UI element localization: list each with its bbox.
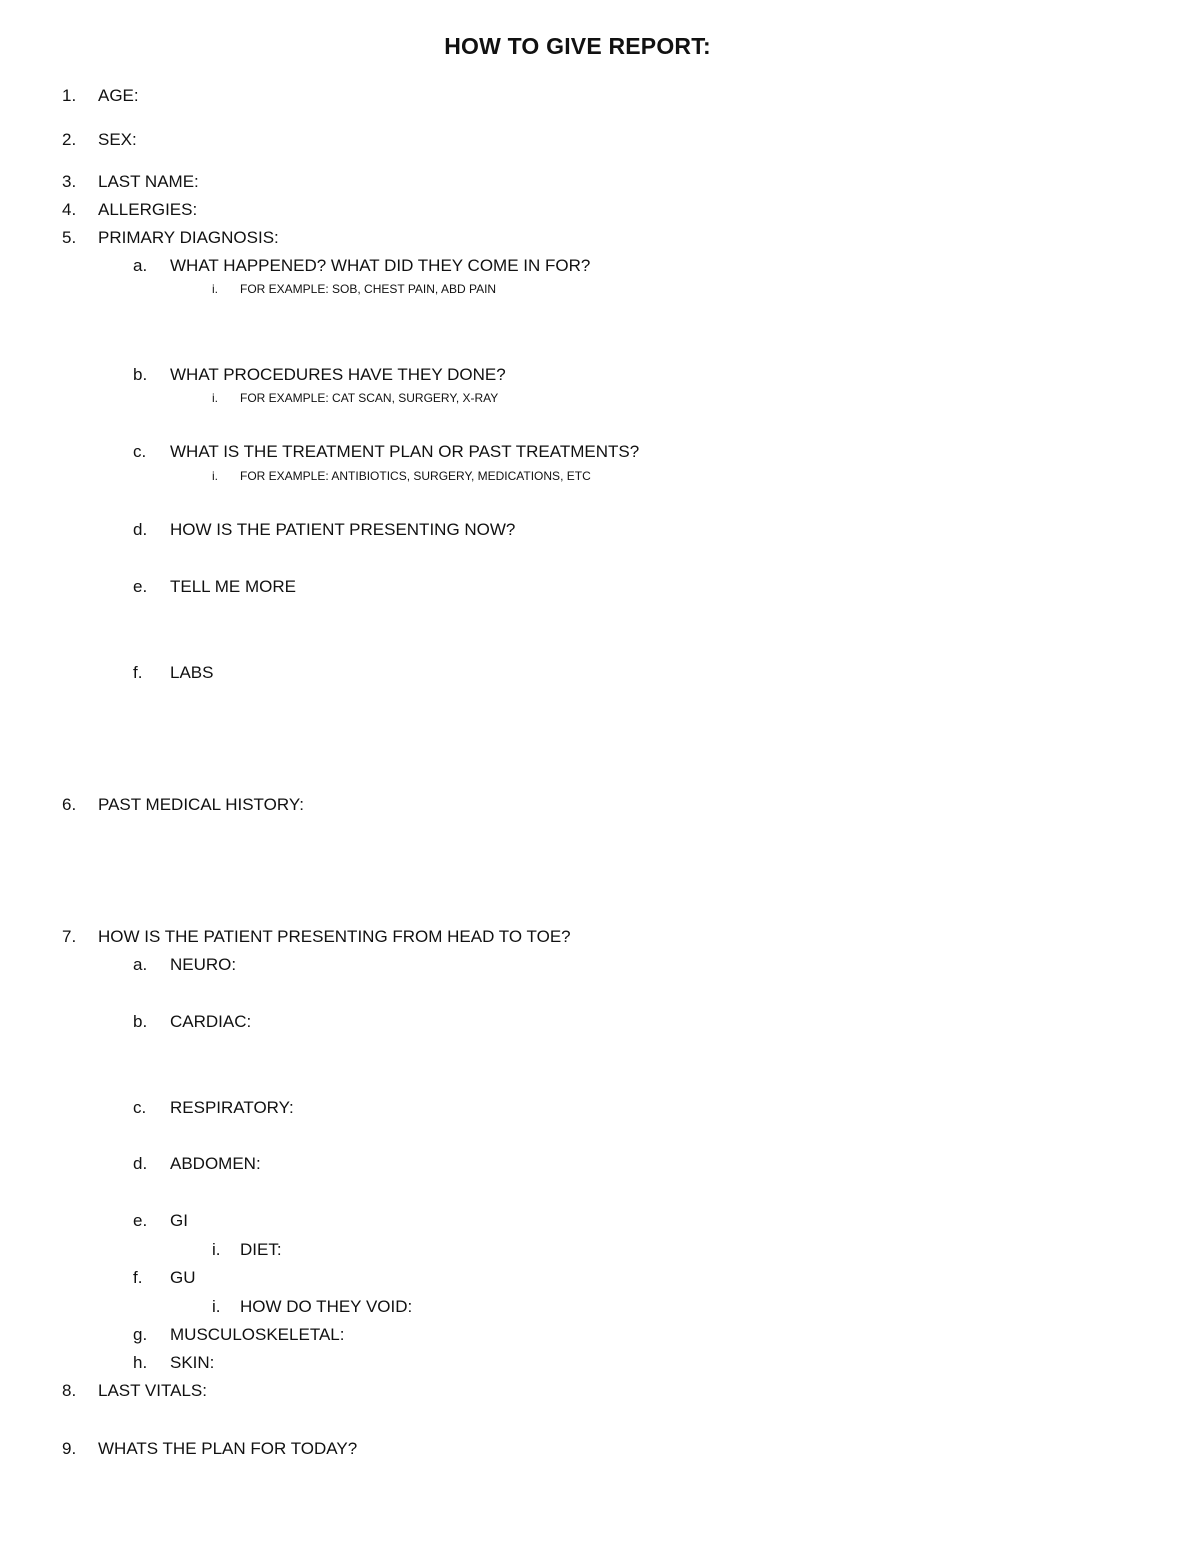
sub-item-label: RESPIRATORY: xyxy=(170,1098,294,1117)
sub-item-label: NEURO: xyxy=(170,955,237,974)
sub-item-letter: c. xyxy=(133,442,147,461)
item-label: AGE: xyxy=(98,86,139,105)
item-label: LAST NAME: xyxy=(98,172,199,191)
sub-item-letter: a. xyxy=(133,256,148,275)
item-number: 5. xyxy=(62,228,77,247)
sub-item-label: WHAT IS THE TREATMENT PLAN OR PAST TREATMENTS? xyxy=(170,442,640,461)
sub-item-label: TELL ME MORE xyxy=(170,577,296,596)
sub-item-label: WHAT HAPPENED? WHAT DID THEY COME IN FOR? xyxy=(170,256,591,275)
sub-item-label: WHAT PROCEDURES HAVE THEY DONE? xyxy=(170,365,506,384)
item-label: PRIMARY DIAGNOSIS: xyxy=(98,228,279,247)
sub-item-label: CARDIAC: xyxy=(170,1012,252,1031)
sub-item-letter: h. xyxy=(133,1353,148,1372)
sub-item-label: MUSCULOSKELETAL: xyxy=(170,1325,345,1344)
page-title: HOW TO GIVE REPORT: xyxy=(444,33,711,59)
sub-item-label: LABS xyxy=(170,663,214,682)
sub-sub-numeral: i. xyxy=(212,1297,221,1316)
item-number: 9. xyxy=(62,1439,77,1458)
item-label: HOW IS THE PATIENT PRESENTING FROM HEAD TO TOE? xyxy=(98,927,571,946)
sub-item-label: GI xyxy=(170,1211,188,1230)
item-number: 3. xyxy=(62,172,77,191)
item-number: 7. xyxy=(62,927,77,946)
example-numeral: i. xyxy=(212,282,218,296)
sub-item-letter: b. xyxy=(133,1012,148,1031)
sub-item-letter: a. xyxy=(133,955,148,974)
sub-item-letter: b. xyxy=(133,365,148,384)
item-number: 8. xyxy=(62,1381,77,1400)
sub-item-letter: f. xyxy=(133,663,143,682)
example-label: FOR EXAMPLE: ANTIBIOTICS, SURGERY, MEDICATIONS, ETC xyxy=(240,469,591,483)
sub-item-letter: e. xyxy=(133,1211,148,1230)
sub-item-letter: c. xyxy=(133,1098,147,1117)
item-number: 2. xyxy=(62,130,77,149)
sub-item-label: GU xyxy=(170,1268,196,1287)
item-number: 1. xyxy=(62,86,77,105)
example-numeral: i. xyxy=(212,469,218,483)
sub-item-letter: e. xyxy=(133,577,148,596)
sub-sub-label: DIET: xyxy=(240,1240,282,1259)
item-number: 6. xyxy=(62,795,77,814)
item-label: WHATS THE PLAN FOR TODAY? xyxy=(98,1439,358,1458)
sub-item-letter: d. xyxy=(133,520,148,539)
sub-item-letter: f. xyxy=(133,1268,143,1287)
example-numeral: i. xyxy=(212,391,218,405)
sub-item-letter: g. xyxy=(133,1325,148,1344)
item-label: LAST VITALS: xyxy=(98,1381,207,1400)
item-label: PAST MEDICAL HISTORY: xyxy=(98,795,304,814)
sub-sub-numeral: i. xyxy=(212,1240,221,1259)
item-label: SEX: xyxy=(98,130,137,149)
sub-item-label: SKIN: xyxy=(170,1353,215,1372)
sub-item-label: HOW IS THE PATIENT PRESENTING NOW? xyxy=(170,520,516,539)
example-label: FOR EXAMPLE: CAT SCAN, SURGERY, X-RAY xyxy=(240,391,499,405)
sub-sub-label: HOW DO THEY VOID: xyxy=(240,1297,413,1316)
example-label: FOR EXAMPLE: SOB, CHEST PAIN, ABD PAIN xyxy=(240,282,497,296)
item-label: ALLERGIES: xyxy=(98,200,198,219)
sub-item-label: ABDOMEN: xyxy=(170,1154,261,1173)
sub-item-letter: d. xyxy=(133,1154,148,1173)
item-number: 4. xyxy=(62,200,77,219)
